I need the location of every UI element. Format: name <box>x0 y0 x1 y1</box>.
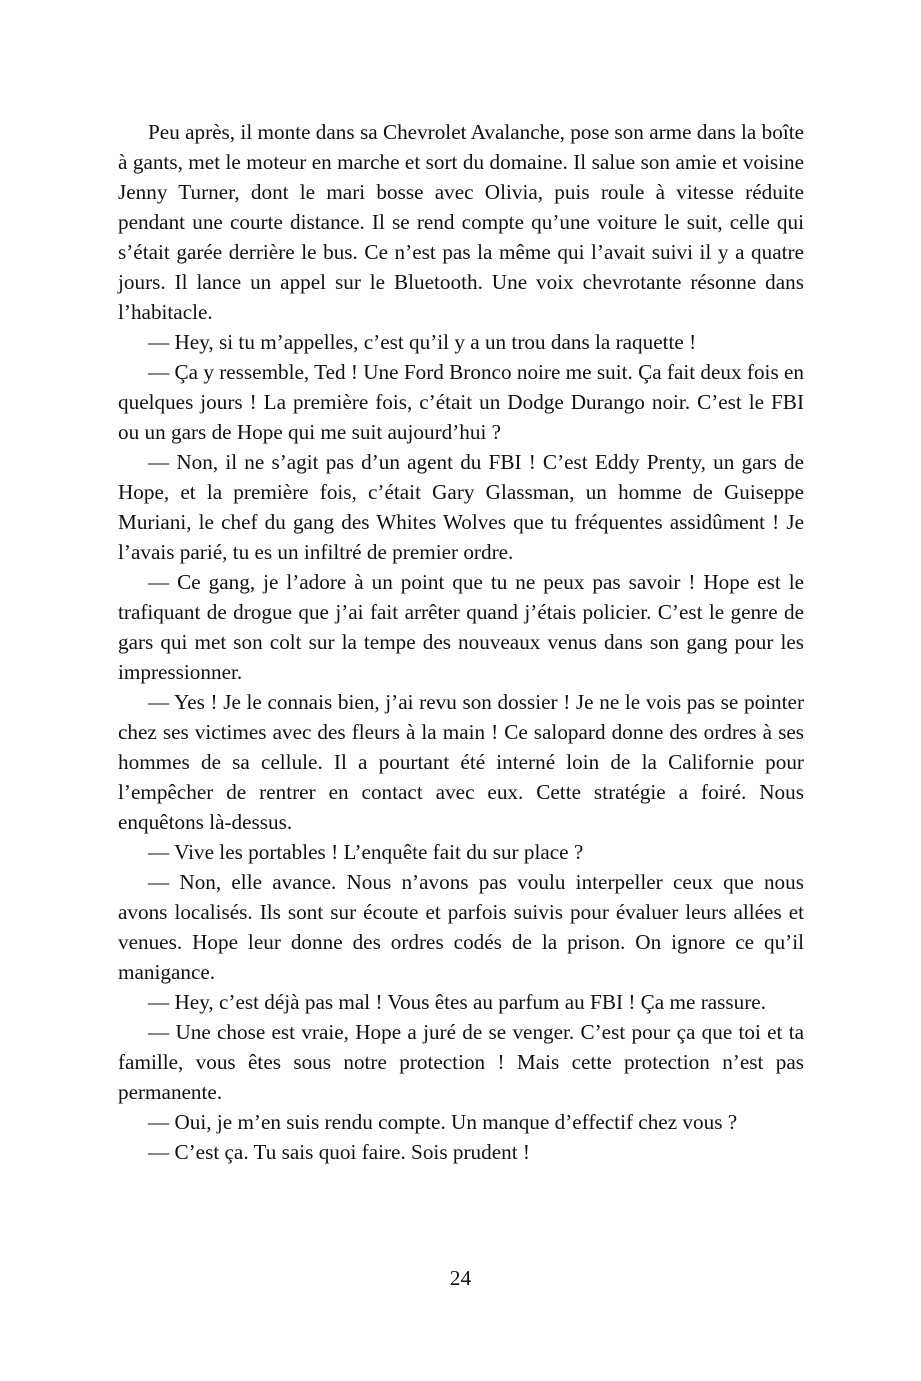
paragraph-dialogue: — C’est ça. Tu sais quoi faire. Sois prudent ! <box>148 1140 530 1164</box>
paragraph-dialogue: — Hey, c’est déjà pas mal ! Vous êtes au parfum au FBI ! Ça me rassure. <box>148 990 766 1014</box>
paragraph-dialogue: — Non, il ne s’agit pas d’un agent du FBI ! C’est Eddy Prenty, un gars de Hope, et la première fois, c’était Gary Glassman, un homme de Guiseppe Muriani, le chef du gang des Whites Wolves que tu fréquentes assidûment ! Je l’avais parié, tu es un infiltré de premier ordre. <box>118 450 804 564</box>
paragraph-dialogue: — Vive les portables ! L’enquête fait du sur place ? <box>148 840 584 864</box>
paragraph-dialogue: — Non, elle avance. Nous n’avons pas voulu interpeller ceux que nous avons localisés. Ils sont sur écoute et parfois suivis pour évaluer leurs allées et venues. Hope leur donne des ordres codés de la prison. On ignore ce qu’il manigance. <box>118 870 804 984</box>
paragraph-dialogue: — Une chose est vraie, Hope a juré de se venger. C’est pour ça que toi et ta famille, vous êtes sous notre protection ! Mais cette protection n’est pas permanente. <box>118 1020 804 1104</box>
body-text <box>118 117 804 1167</box>
paragraph-dialogue: — Ça y ressemble, Ted ! Une Ford Bronco noire me suit. Ça fait deux fois en quelques jours ! La première fois, c’était un Dodge Durango noir. C’est le FBI ou un gars de Hope qui me suit aujourd’hui ? <box>118 360 804 444</box>
page-number: 24 <box>449 1266 472 1290</box>
paragraph-dialogue: — Hey, si tu m’appelles, c’est qu’il y a un trou dans la raquette ! <box>148 330 697 354</box>
paragraph-narration: Peu après, il monte dans sa Chevrolet Avalanche, pose son arme dans la boîte à gants, met le moteur en marche et sort du domaine. Il salue son amie et voisine Jenny Turner, dont le mari bosse avec Olivia, puis roule à vitesse réduite pendant une courte distance. Il se rend compte qu’une voiture le suit, celle qui s’était garée derrière le bus. Ce n’est pas la même qui l’avait suivi il y a quatre jours. Il lance un appel sur le Bluetooth. Une voix chevrotante résonne dans l’habitacle. <box>118 120 804 324</box>
paragraph-dialogue: — Yes ! Je le connais bien, j’ai revu son dossier ! Je ne le vois pas se pointer chez ses victimes avec des fleurs à la main ! Ce salopard donne des ordres à ses hommes de sa cellule. Il a pourtant été interné loin de la Californie pour l’empêcher de rentrer en contact avec eux. Cette stratégie a foiré. Nous enquêtons là-dessus. <box>118 690 804 834</box>
paragraph-dialogue: — Oui, je m’en suis rendu compte. Un manque d’effectif chez vous ? <box>148 1110 738 1134</box>
paragraph-dialogue: — Ce gang, je l’adore à un point que tu ne peux pas savoir ! Hope est le trafiquant de drogue que j’ai fait arrêter quand j’étais policier. C’est le genre de gars qui met son colt sur la tempe des nouveaux venus dans son gang pour les impressionner. <box>118 570 804 684</box>
